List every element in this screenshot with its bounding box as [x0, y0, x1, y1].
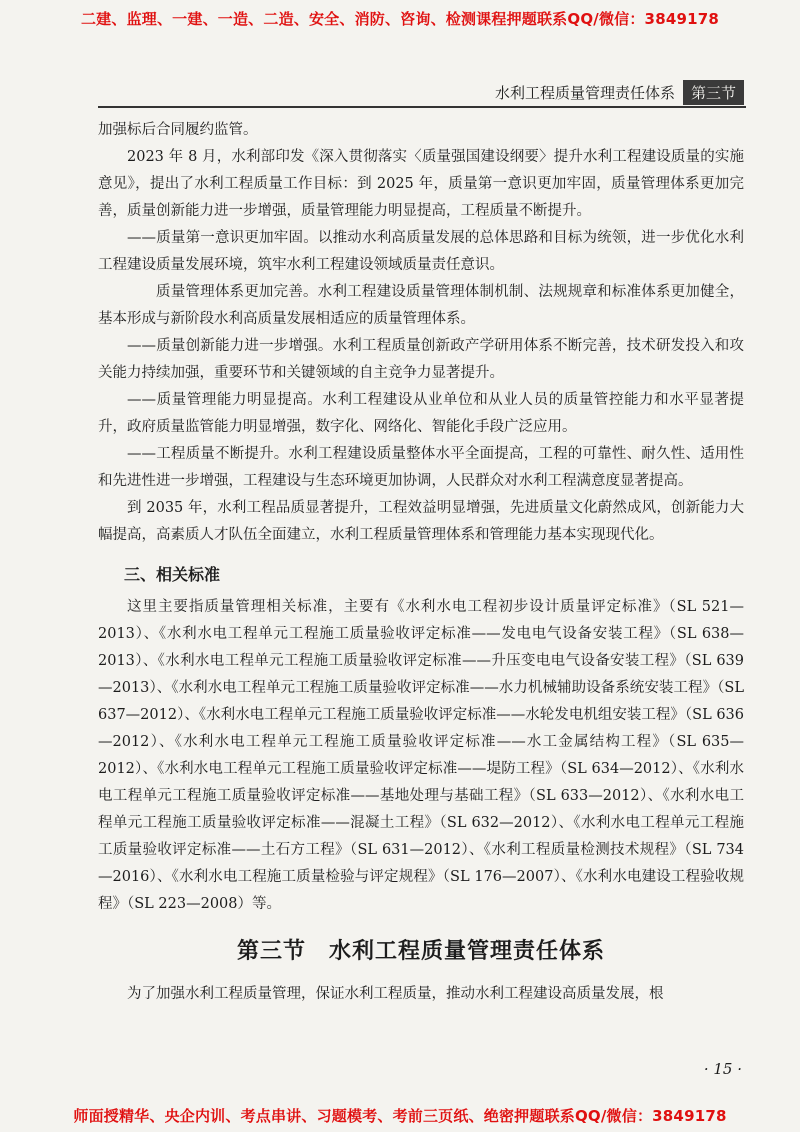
- running-header-section-tag: 第三节: [683, 80, 744, 105]
- running-header: [495, 78, 744, 106]
- running-header-title: 水利工程质量管理责任体系: [494, 83, 675, 102]
- subsection-heading: 三、相关标准: [124, 565, 221, 584]
- top-promo-banner: 二建、监理、一建、一造、二造、安全、消防、咨询、检测课程押题联系QQ/微信：3849178: [80, 10, 720, 28]
- paragraph: 到 2035 年，水利工程品质显著提升，工程效益明显增强，先进质量文化蔚然成风，创新能力大幅提高，高素质人才队伍全面建立，水利工程质量管理体系和管理能力基本实现现代化。: [98, 500, 744, 543]
- section-title: 第三节 水利工程质量管理责任体系: [236, 938, 605, 964]
- paragraph: ——质量第一意识更加牢固。以推动水利高质量发展的总体思路和目标为统领，进一步优化水利工程建设质量发展环境，筑牢水利工程建设领域质量责任意识。: [98, 230, 744, 273]
- paragraph: 加强标后合同履约监管。: [98, 122, 258, 138]
- paragraph: ——质量创新能力进一步增强。水利工程质量创新政产学研用体系不断完善，技术研发投入和攻关能力持续加强，重要环节和关键领域的自主竞争力显著提升。: [98, 338, 744, 381]
- header-rule: [98, 106, 746, 108]
- paragraph: 为了加强水利工程质量管理，保证水利工程质量，推动水利工程建设高质量发展，根: [127, 986, 664, 1002]
- bottom-promo-banner: 师面授精华、央企内训、考点串讲、习题模考、考前三页纸、绝密押题联系QQ/微信：3849178: [73, 1107, 727, 1125]
- page-body: [98, 117, 744, 1008]
- paragraph: 2023 年 8 月，水利部印发《深入贯彻落实〈质量强国建设纲要〉提升水利工程建设质量的实施意见》，提出了水利工程质量工作目标：到 2025 年，质量第一意识更加牢固，质量管理体系更加完善，质量创新能力进一步增强，质量管理能力明显提高，工程质量不断提升。: [98, 149, 744, 219]
- page-number: · 15 ·: [703, 1060, 742, 1078]
- paragraph: ——工程质量不断提升。水利工程建设质量整体水平全面提高，工程的可靠性、耐久性、适用性和先进性进一步增强，工程建设与生态环境更加协调，人民群众对水利工程满意度显著提高。: [98, 446, 744, 489]
- paragraph: ——质量管理能力明显提高。水利工程建设从业单位和从业人员的质量管控能力和水平显著提升，政府质量监管能力明显增强，数字化、网络化、智能化手段广泛应用。: [98, 392, 744, 435]
- paragraph: 这里主要指质量管理相关标准，主要有《水利水电工程初步设计质量评定标准》（SL 521—2013）、《水利水电工程单元工程施工质量验收评定标准——发电电气设备安装工程》（SL 638—2013）、《水利水电工程单元工程施工质量验收评定标准——升压变电电气设备安装工程》（SL 639—2013）、《水利水电工程单元工程施工质量验收评定标准——水力机械辅助设备系统安装工程》（SL 637—2012）、《水利水电工程单元工程施工质量验收评定标准——水轮发电机组安装工程》（SL 636—2012）、《水利水电工程单元工程施工质量验收评定标准——水工金属结构工程》（SL 635—2012）、《水利水电工程单元工程施工质量验收评定标准——堤防工程》（SL 634—2012）、《水利水电工程单元工程施工质量验收评定标准——基地处理与基础工程》（SL 633—2012）、《水利水电工程单元工程施工质量验收评定标准——混凝土工程》（SL 632—2012）、《水利水电工程单元工程施工质量验收评定标准——土石方工程》（SL 631—2012）、《水利工程质量检测技术规程》（SL 734—2016）、《水利水电工程施工质量检验与评定规程》（SL 176—2007）、《水利水电建设工程验收规程》（SL 223—2008）等。: [98, 599, 744, 912]
- paragraph: 质量管理体系更加完善。水利工程建设质量管理体制机制、法规规章和标准体系更加健全，基本形成与新阶段水利高质量发展相适应的质量管理体系。: [98, 284, 744, 327]
